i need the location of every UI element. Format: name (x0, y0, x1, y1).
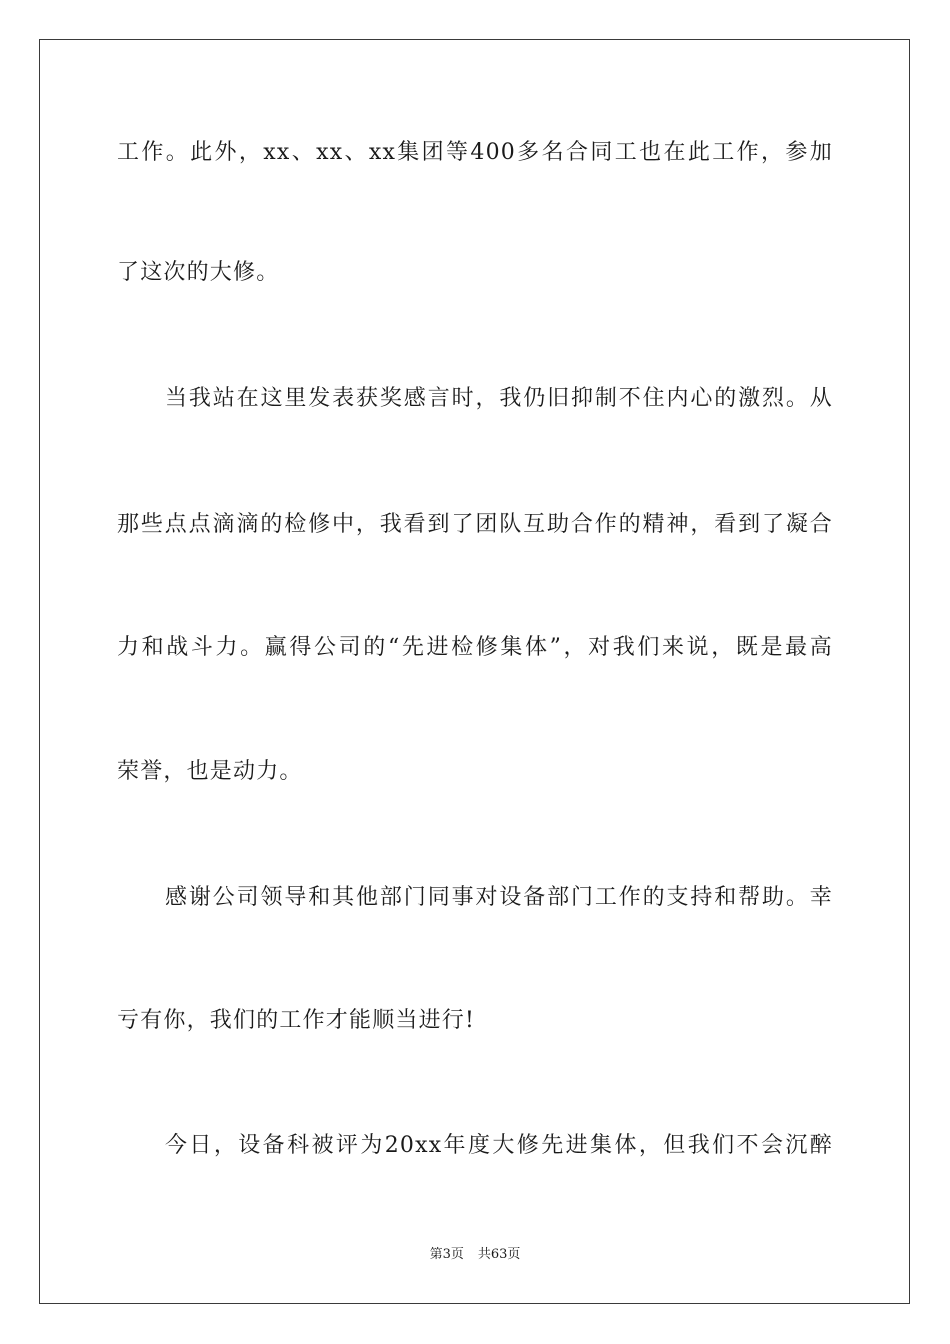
paragraph-first-line: 今日，设备科被评为20xx年度大修先进集体，但我们不会沉醉 (165, 1133, 833, 1158)
total-pages: 共63页 (477, 1247, 521, 1262)
page-number: 第3页 (429, 1247, 464, 1262)
text-line: 荣誉，也是动力。 (117, 759, 303, 784)
text-line: 了这次的大修。 (117, 260, 280, 285)
page-border (39, 39, 910, 1304)
text-line: 亏有你，我们的工作才能顺当进行! (117, 1008, 476, 1033)
text-line: 那些点点滴滴的检修中，我看到了团队互助合作的精神，看到了凝合 (117, 512, 833, 537)
text-line: 工作。此外，xx、xx、xx集团等400多名合同工也在此工作，参加 (117, 140, 833, 165)
paragraph-first-line: 感谢公司领导和其他部门同事对设备部门工作的支持和帮助。幸 (165, 885, 833, 910)
paragraph-first-line: 当我站在这里发表获奖感言时，我仍旧抑制不住内心的激烈。从 (165, 386, 833, 411)
page-footer (0, 1246, 950, 1264)
text-line: 力和战斗力。赢得公司的“先进检修集体”，对我们来说，既是最高 (117, 635, 833, 660)
